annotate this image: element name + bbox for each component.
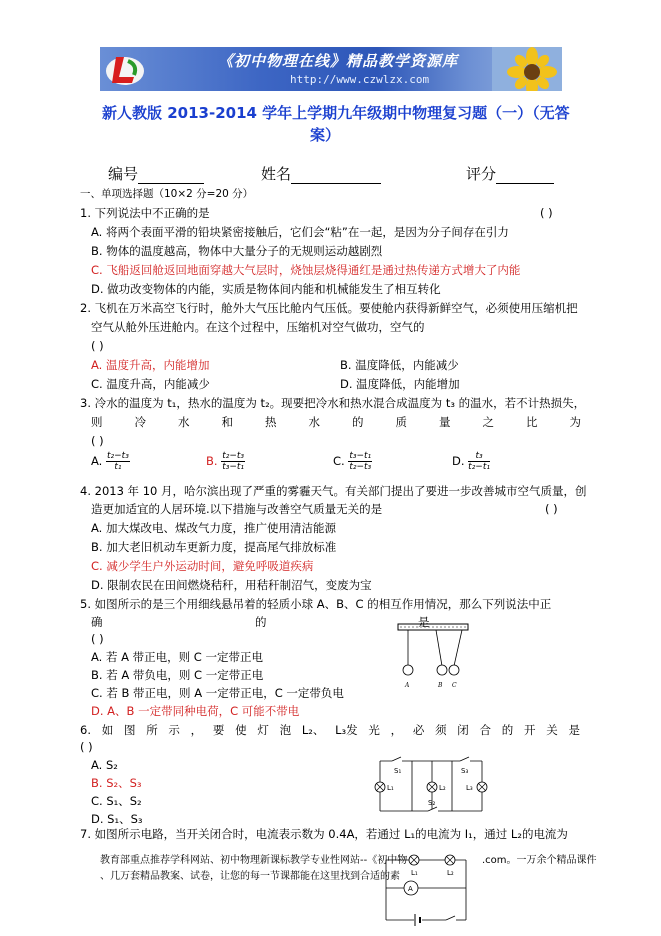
q6-label-s2: S₂ <box>428 799 436 807</box>
document-title-line1: 新人教版 2013-2014 学年上学期九年级期中物理复习题（一）（无答 <box>102 104 570 122</box>
q3-option-b-fraction <box>221 451 245 472</box>
score-blank[interactable] <box>496 169 554 184</box>
q6-stem-char: 6. <box>80 723 91 737</box>
q7-label-l2: L₂ <box>447 869 454 877</box>
q5-stem-line2c: 是 <box>418 615 430 629</box>
q2-option-b: B. 温度降低，内能减少 <box>340 358 459 372</box>
q4-option-d: D. 限制农民在田间燃烧秸秆，用秸秆制沼气，变废为宝 <box>91 578 372 592</box>
q6-stem-char: 必 <box>412 723 425 737</box>
header-banner <box>100 47 562 91</box>
q7-label-ammeter: A <box>408 885 413 893</box>
q4-stem-line1: 4. 2013 年 10 月，哈尔滨出现了严重的雾霾天气。有关部门提出了要进一步改善城市空气质量，创 <box>80 484 587 498</box>
q3-option-a-fraction <box>106 451 130 472</box>
number-field <box>108 163 204 184</box>
site-logo-icon <box>104 51 146 87</box>
q3-option-c-fraction <box>348 451 372 472</box>
score-label: 评分 <box>466 165 497 183</box>
q5-ball-a <box>403 665 413 675</box>
banner-url: http://www.czwlzx.com <box>290 73 430 86</box>
name-label: 姓名 <box>261 165 292 183</box>
q6-stem-char: 闭 <box>457 723 469 737</box>
q3-stem-line2-char: 冷 <box>134 415 146 429</box>
q6-option-c: C. S₁、S₂ <box>91 794 142 808</box>
q3-option-d <box>452 451 490 472</box>
q6-stem-char: 泡 <box>279 723 292 737</box>
q6-option-d: D. S₁、S₃ <box>91 812 143 826</box>
q6-stem <box>80 722 580 739</box>
q3-c-numerator: t₃−t₁ <box>349 451 372 461</box>
q5-stem-line1: 5. 如图所示的是三个用细线悬吊着的轻质小球 A、B、C 的相互作用情况，那么下列说法中正 <box>80 597 552 611</box>
document-title-line2: 案） <box>310 126 341 144</box>
q6-stem-char: 是 <box>568 723 580 737</box>
q3-paren: ( ) <box>91 434 104 448</box>
q5-label-b: B <box>438 682 443 689</box>
q5-label-a: A <box>405 682 410 689</box>
sunflower-icon <box>492 47 562 91</box>
q2-option-d: D. 温度降低，内能增加 <box>340 377 460 391</box>
q3-option-c-label: C. <box>333 454 345 468</box>
q6-paren: ( ) <box>80 740 93 754</box>
q3-stem-line2-char: 水 <box>308 415 320 429</box>
q6-option-b-text: B. S₂、S₃ <box>91 776 142 790</box>
q3-b-denominator: t₃−t₁ <box>222 462 245 472</box>
q6-option-b <box>91 775 142 792</box>
q5-pendulum-figure <box>392 622 472 692</box>
q5-option-c: C. 若 B 带正电，则 A 一定带正电，C 一定带负电 <box>91 686 344 700</box>
q2-stem-line2: 空气从舱外压进舱内。在这个过程中，压缩机对空气做功，空气的 <box>91 320 425 334</box>
q6-circuit-figure <box>372 755 490 821</box>
q6-label-l3: L₃ <box>466 784 473 792</box>
q5-stem-line2a: 确 <box>91 615 103 629</box>
q3-stem-line2-char: 则 <box>91 415 103 429</box>
q6-label-l2: L₂ <box>439 784 446 792</box>
q1-option-d: D. 做功改变物体的内能，实质是物体间内能和机械能发生了相互转化 <box>91 282 441 296</box>
q3-stem-line2-char: 和 <box>221 415 233 429</box>
q3-stem-line1: 3. 冷水的温度为 t₁，热水的温度为 t₂。现要把冷水和热水混合成温度为 t₃ 的温水，若不计热损失， <box>80 396 586 410</box>
q1-option-b: B. 物体的温度越高，物体中大量分子的无规则运动越剧烈 <box>91 244 383 258</box>
q3-stem-line2-char: 之 <box>482 415 494 429</box>
q3-stem-line2 <box>91 414 581 431</box>
q1-option-c-text: C. 飞船返回舱返回地面穿越大气层时，烧蚀层烧得通红是通过热传递方式增大了内能 <box>91 263 521 277</box>
q6-stem-char: 示 <box>168 723 180 737</box>
q6-label-s3: S₃ <box>461 767 469 775</box>
number-blank[interactable] <box>138 169 204 184</box>
q3-c-denominator: t₂−t₃ <box>349 462 372 472</box>
q3-stem-line2-char: 质 <box>395 415 407 429</box>
q6-stem-char: 灯 <box>257 723 269 737</box>
q5-ball-b <box>437 665 447 675</box>
q3-stem-line2-char: 水 <box>178 415 190 429</box>
q6-stem-char: 要 <box>212 723 225 737</box>
q6-stem-char: 图 <box>123 723 136 737</box>
footer-line1a: 教育部重点推荐学科网站、初中物理新课标教学专业性网站--《初中物 <box>100 855 408 866</box>
q4-option-c <box>91 558 313 575</box>
name-blank[interactable] <box>291 169 381 184</box>
q4-stem-line2: 造更加适宜的人居环境.以下措施与改善空气质量无关的是 <box>91 502 383 516</box>
score-field <box>466 163 554 184</box>
q4-option-a: A. 加大煤改电、煤改气力度，推广使用清洁能源 <box>91 521 336 535</box>
q6-stem-char: L₃发 <box>335 723 358 737</box>
footer-line2: 、几万套精品教案、试卷，让您的每一节课都能在这里找到合适的素 <box>100 871 400 882</box>
q3-option-c <box>333 451 372 472</box>
q3-b-numerator: t₂−t₃ <box>222 451 245 461</box>
q3-d-denominator: t₂−t₁ <box>468 462 490 472</box>
q6-stem-char: ， <box>190 723 203 737</box>
q1-option-c <box>91 262 520 279</box>
footer-line1b: .com。一万余个精品课件 <box>482 855 597 866</box>
q6-option-a: A. S₂ <box>91 758 118 772</box>
q2-option-a-text: A. 温度升高，内能增加 <box>91 358 210 372</box>
q3-option-d-label: D. <box>452 454 465 468</box>
q6-stem-char: 如 <box>101 723 114 737</box>
q3-a-denominator: t₁ <box>114 462 122 472</box>
q7-switch-icon <box>446 916 455 920</box>
q6-stem-char: 使 <box>235 723 247 737</box>
banner-title: 《初中物理在线》精品教学资源库 <box>218 52 459 70</box>
q1-stem: 1. 下列说法中不正确的是 <box>80 206 210 220</box>
q3-option-b-label: B. <box>206 454 218 468</box>
number-label: 编号 <box>108 165 139 183</box>
q6-stem-char: ， <box>390 723 403 737</box>
q6-stem-char: 光 <box>368 723 380 737</box>
q3-stem-line2-char: 的 <box>352 415 364 429</box>
q1-paren: ( ) <box>540 206 553 220</box>
section-heading: 一、单项选择题（10×2 分=20 分） <box>80 188 254 200</box>
q5-ball-c <box>449 665 459 675</box>
q5-option-b: B. 若 A 带负电，则 C 一定带正电 <box>91 668 264 682</box>
q5-option-d-text: D. A、B 一定带同种电荷，C 可能不带电 <box>91 704 300 718</box>
document-title <box>102 102 572 146</box>
q5-thread-c <box>454 630 462 666</box>
q4-option-c-text: C. 减少学生户外运动时间，避免呼吸道疾病 <box>91 559 314 573</box>
footer <box>100 853 407 869</box>
q3-option-b <box>206 451 245 472</box>
name-field <box>261 163 381 184</box>
q3-d-numerator: t₃ <box>468 451 490 462</box>
q6-stem-char: 须 <box>435 723 447 737</box>
q6-stem-char: 所 <box>146 723 158 737</box>
q5-option-a: A. 若 A 带正电，则 C 一定带正电 <box>91 650 263 664</box>
q5-option-d <box>91 703 299 720</box>
q3-stem-line2-char: 为 <box>569 415 581 429</box>
q6-stem-char: 关 <box>546 723 558 737</box>
q3-option-a <box>91 451 130 472</box>
q4-paren: ( ) <box>545 502 558 516</box>
q3-a-numerator: t₂−t₃ <box>106 451 129 461</box>
q3-stem-line2-char: 量 <box>439 415 451 429</box>
q2-option-c: C. 温度升高，内能减少 <box>91 377 210 391</box>
q7-stem: 7. 如图所示电路，当开关闭合时，电流表示数为 0.4A，若通过 L₁的电流为 I₁，通过 L₂的电流为 <box>80 827 568 841</box>
q1-option-a: A. 将两个表面平滑的铅块紧密接触后，它们会“粘”在一起，是因为分子间存在引力 <box>91 225 509 239</box>
q5-label-c: C <box>452 682 457 689</box>
q3-option-d-fraction <box>468 451 490 472</box>
q6-stem-char: 开 <box>524 723 536 737</box>
q3-stem-line2-char: 热 <box>265 415 277 429</box>
q3-option-a-label: A. <box>91 454 103 468</box>
q4-option-b: B. 加大老旧机动车更新力度，提高尾气排放标准 <box>91 540 337 554</box>
q6-label-s1: S₁ <box>394 767 402 775</box>
q7-label-l1: L₁ <box>411 869 418 877</box>
q5-thread-b <box>436 630 442 666</box>
q6-stem-char: 合 <box>479 723 492 737</box>
q2-paren: ( ) <box>91 339 104 353</box>
q6-label-l1: L₁ <box>387 784 394 792</box>
q2-stem-line1: 2. 飞机在万米高空飞行时，舱外大气压比舱内气压低。要使舱内获得新鲜空气，必须使用压缩机把 <box>80 301 578 315</box>
q6-stem-char: 的 <box>501 723 514 737</box>
q3-stem-line2-char: 比 <box>526 415 538 429</box>
q2-option-a <box>91 357 209 374</box>
q6-stem-char: L₂、 <box>301 723 325 737</box>
q5-paren: ( ) <box>91 632 104 646</box>
q5-stem-line2b: 的 <box>255 615 267 629</box>
